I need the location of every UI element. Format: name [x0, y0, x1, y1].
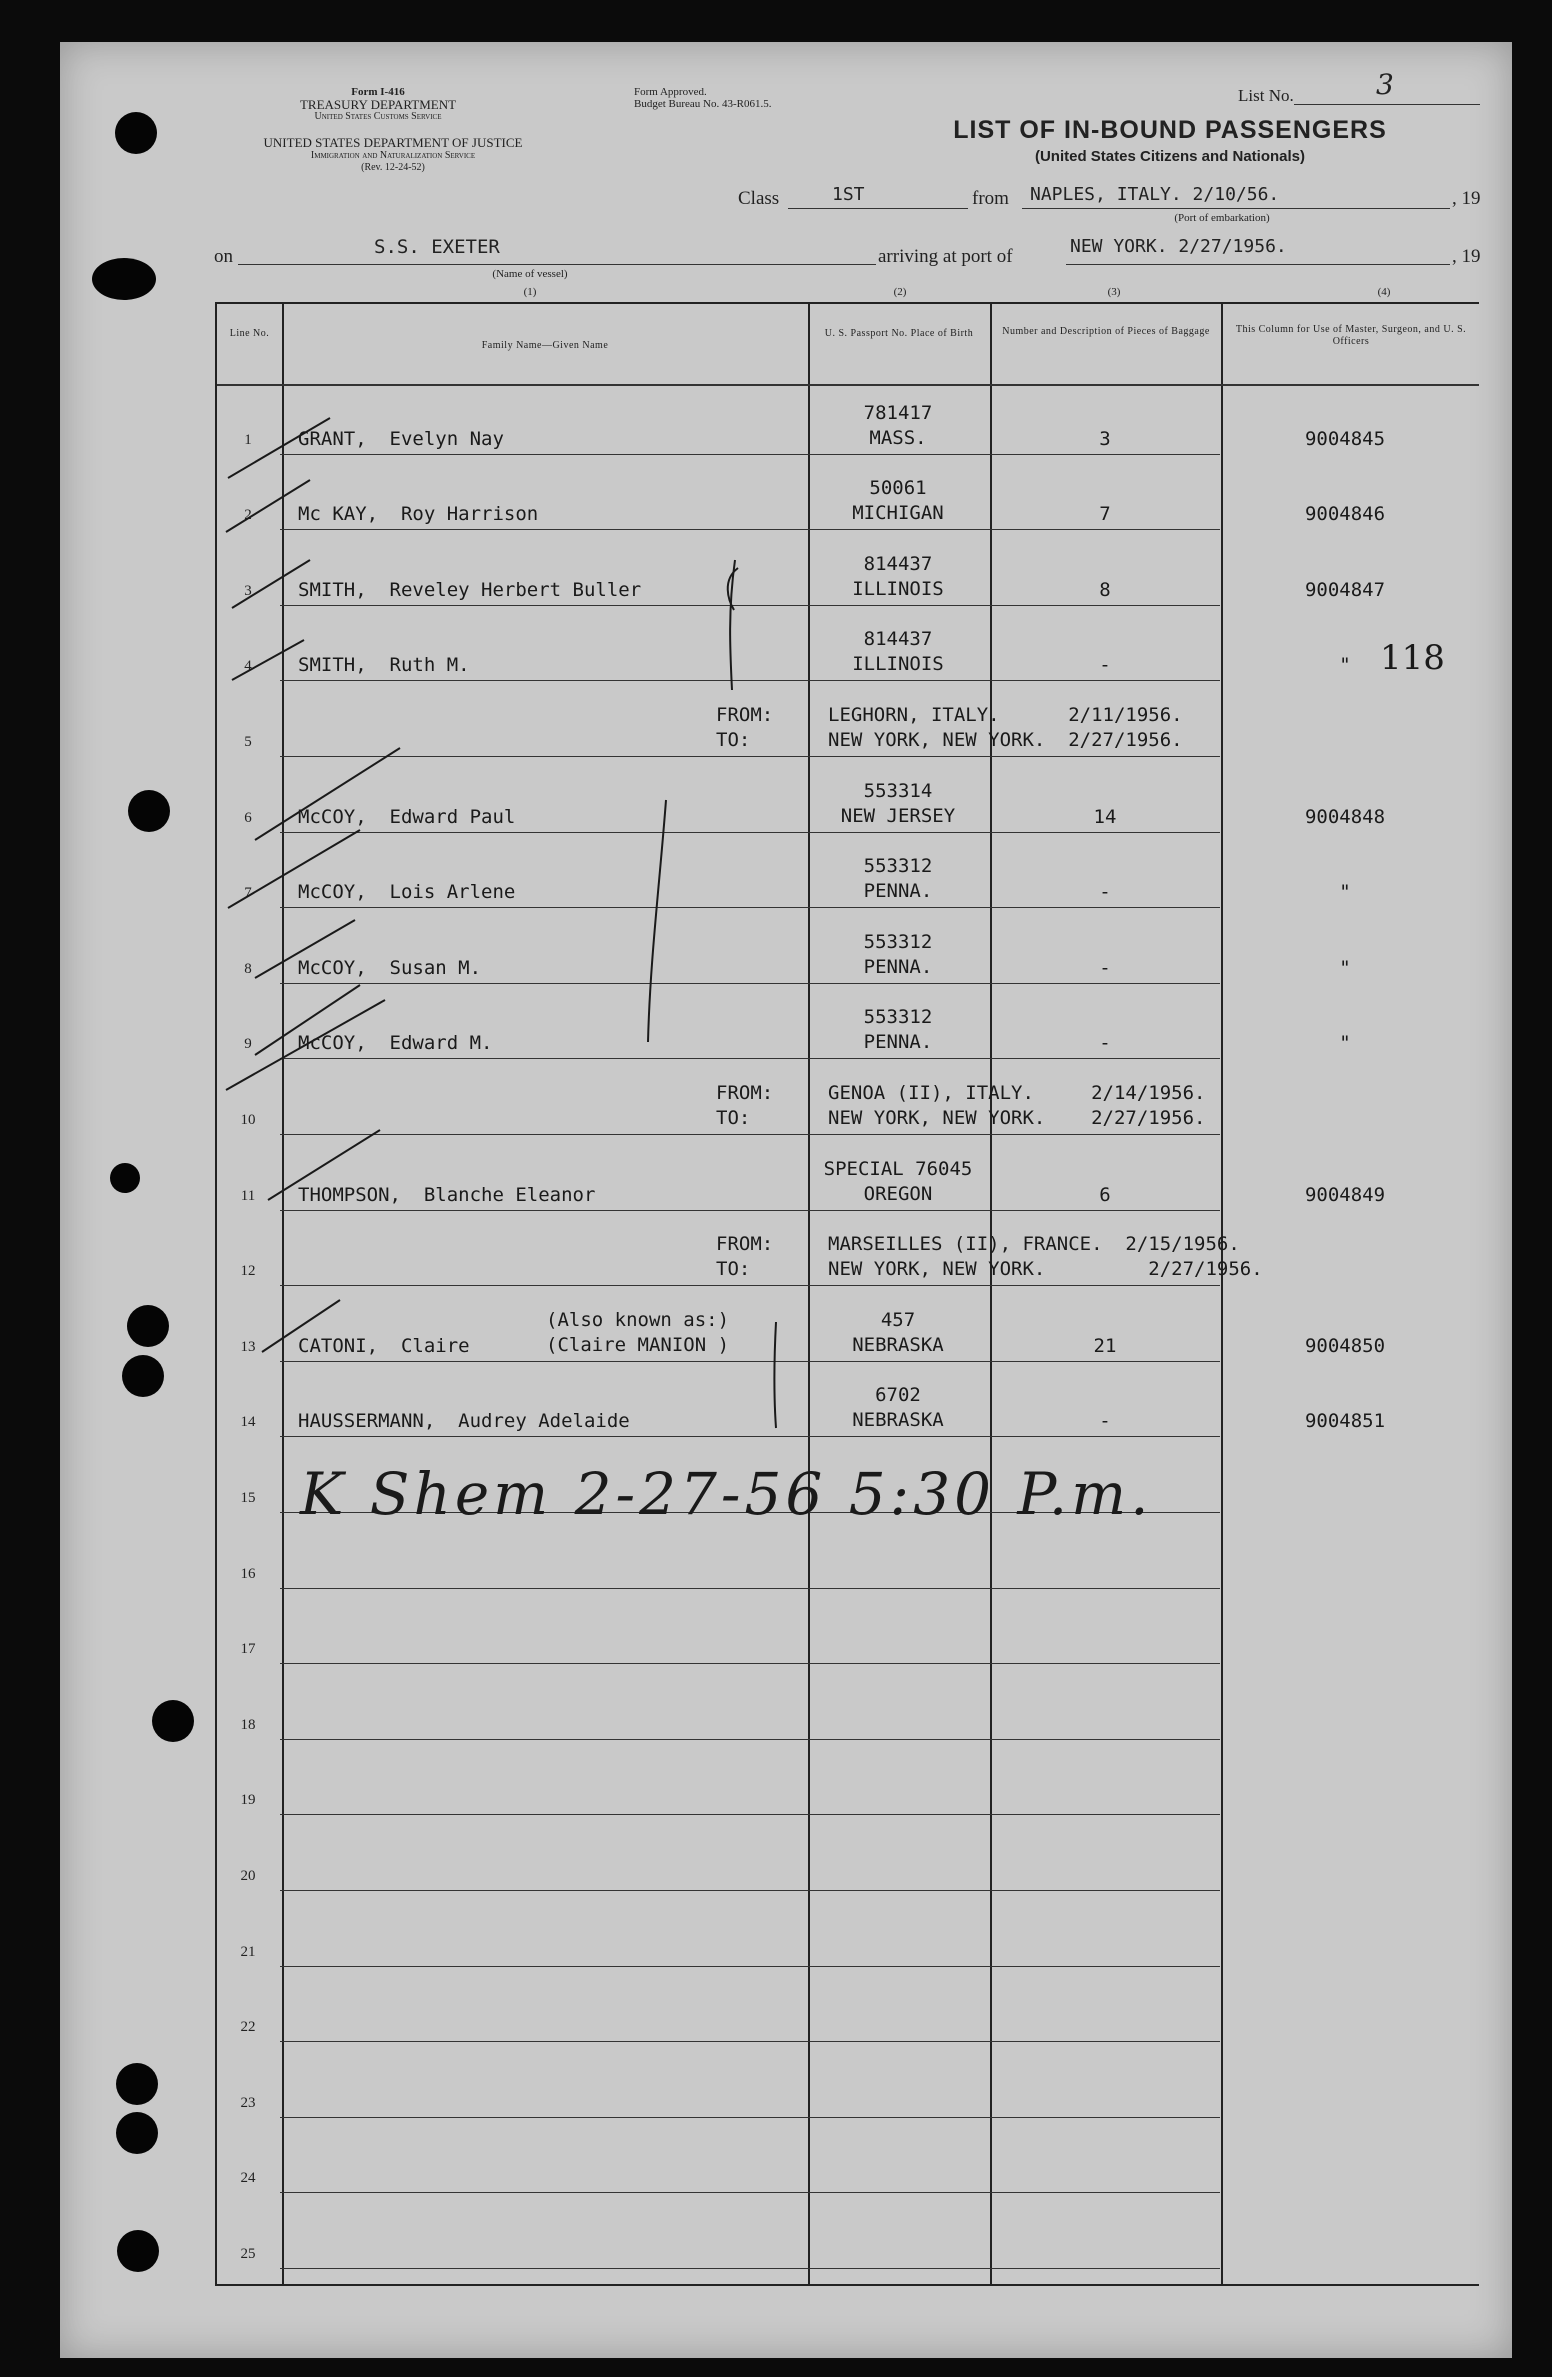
route-to-label: TO: [716, 1107, 751, 1129]
place-of-birth: MICHIGAN [852, 502, 944, 525]
budget-bureau: Budget Bureau No. 43-R061.5. [634, 98, 772, 110]
line-number: 21 [240, 1943, 256, 1960]
route-to-label: TO: [716, 1258, 751, 1281]
line-number: 12 [240, 1263, 256, 1280]
officer-entry: " [1339, 654, 1351, 677]
passport-number: 553312 [863, 930, 933, 953]
line-number: 6 [244, 809, 252, 826]
passenger-name: CATONI, Claire [298, 1334, 470, 1357]
route-from-value: MARSEILLES (II), FRANCE. 2/15/1956. [828, 1233, 1240, 1256]
arriving-label: arriving at port of [878, 246, 1013, 267]
baggage-count: 8 [1099, 578, 1111, 601]
line-number: 3 [244, 582, 252, 599]
baggage-count: - [1099, 654, 1111, 677]
from-label: from [972, 188, 1009, 209]
line-number: 17 [240, 1641, 256, 1658]
form-revision: (Rev. 12-24-52) [361, 162, 425, 173]
vessel-name: S.S. EXETER [374, 236, 500, 258]
arrival-port-value: NEW YORK. 2/27/1956. [1070, 236, 1287, 257]
column-header-passport: U. S. Passport No. Place of Birth [824, 328, 974, 339]
margin-number: 118 [1380, 638, 1445, 678]
document-title: LIST OF IN-BOUND PASSENGERS [953, 116, 1387, 144]
column-number-2: (2) [893, 286, 907, 298]
baggage-count: 7 [1099, 503, 1111, 526]
on-label: on [214, 246, 233, 267]
passport-number: 6702 [875, 1384, 921, 1407]
line-number: 13 [240, 1338, 256, 1355]
place-of-birth: MASS. [869, 426, 927, 449]
route-from-label: FROM: [716, 1233, 774, 1256]
vessel-caption: (Name of vessel) [492, 268, 568, 280]
passport-number: 457 [880, 1308, 916, 1331]
passport-number: 814437 [863, 552, 933, 575]
line-number: 22 [240, 2019, 256, 2036]
baggage-count: - [1099, 1032, 1111, 1055]
list-no-label: List No. [1238, 86, 1294, 105]
officer-entry: 9004846 [1304, 503, 1386, 526]
line-number: 18 [240, 1716, 256, 1733]
passenger-name: McCOY, Edward Paul [298, 805, 516, 828]
passport-number: 814437 [863, 628, 933, 651]
route-from-label: FROM: [716, 1082, 774, 1104]
officer-entry: 9004850 [1304, 1334, 1386, 1357]
route-from-label: FROM: [716, 704, 774, 726]
baggage-count: - [1099, 1410, 1111, 1433]
officer-entry: 9004849 [1304, 1183, 1386, 1206]
officer-entry: " [1339, 1032, 1351, 1055]
line-number: 14 [240, 1414, 256, 1431]
form-number: Form I-416 [351, 86, 405, 98]
column-header-officers: This Column for Use of Master, Surgeon, and U. S. Officers [1235, 324, 1467, 347]
line-number: 23 [240, 2094, 256, 2111]
port-of-embarkation-caption: (Port of embarkation) [1174, 212, 1270, 224]
place-of-birth: PENNA. [863, 955, 933, 978]
route-to-value: NEW YORK, NEW YORK. 2/27/1956. [828, 1258, 1263, 1281]
column-number-4: (4) [1377, 286, 1391, 298]
passenger-name: McCOY, Lois Arlene [298, 881, 516, 904]
line-number: 24 [240, 2170, 256, 2187]
immigration-service: Immigration and Naturalization Service [310, 150, 476, 161]
line-number: 8 [244, 960, 252, 977]
passport-number: 50061 [869, 477, 927, 500]
handwritten-signature: K Shem 2-27-56 5:30 P.m. [300, 1460, 1153, 1528]
treasury-department: TREASURY DEPARTMENT [299, 97, 457, 112]
line-number: 4 [244, 658, 252, 675]
line-number: 11 [240, 1187, 256, 1204]
route-to-value: NEW YORK, NEW YORK. 2/27/1956. [828, 1107, 1206, 1129]
route-to-label: TO: [716, 729, 751, 751]
passport-number: 553314 [863, 779, 933, 802]
passport-number: SPECIAL 76045 [823, 1157, 973, 1180]
passport-number: 553312 [863, 855, 933, 878]
list-no-value: 3 [1376, 68, 1394, 101]
place-of-birth: NEBRASKA [852, 1333, 944, 1356]
alias-name: (Claire MANION ) [546, 1333, 730, 1356]
column-header-baggage: Number and Description of Pieces of Baggage [1002, 326, 1210, 337]
place-of-birth: PENNA. [863, 880, 933, 903]
line-number: 5 [244, 734, 252, 750]
column-header-line-no: Line No. [229, 328, 270, 339]
baggage-count: 6 [1099, 1183, 1111, 1206]
justice-department: UNITED STATES DEPARTMENT OF JUSTICE [263, 135, 523, 150]
line-number: 15 [240, 1490, 256, 1506]
form-approved: Form Approved. [634, 86, 707, 98]
baggage-count: 21 [1093, 1334, 1117, 1357]
class-label: Class [738, 188, 780, 209]
officer-entry: 9004851 [1304, 1410, 1386, 1433]
class-value: 1ST [832, 184, 865, 205]
alias-label: (Also known as:) [546, 1308, 730, 1331]
passenger-name: GRANT, Evelyn Nay [298, 427, 504, 450]
officer-entry: 9004848 [1304, 805, 1386, 828]
passenger-name: SMITH, Reveley Herbert Buller [298, 578, 642, 601]
passenger-name: McCOY, Susan M. [298, 956, 482, 979]
place-of-birth: NEBRASKA [852, 1409, 944, 1432]
place-of-birth: NEW JERSEY [840, 804, 956, 827]
line-number: 10 [240, 1112, 256, 1128]
baggage-count: - [1099, 881, 1111, 904]
passenger-name: THOMPSON, Blanche Eleanor [298, 1183, 596, 1206]
passport-number: 781417 [863, 401, 933, 424]
route-from-value: LEGHORN, ITALY. 2/11/1956. [828, 704, 1183, 726]
customs-service: United States Customs Service [314, 111, 442, 122]
document-subtitle: (United States Citizens and Nationals) [1034, 148, 1306, 165]
line-number: 2 [244, 507, 252, 524]
passenger-name: HAUSSERMANN, Audrey Adelaide [298, 1410, 630, 1433]
passport-number: 553312 [863, 1006, 933, 1029]
column-number-3: (3) [1107, 286, 1121, 298]
from-port-value: NAPLES, ITALY. 2/10/56. [1030, 184, 1280, 205]
line-number: 7 [244, 885, 252, 902]
line-number: 19 [240, 1792, 256, 1809]
place-of-birth: OREGON [863, 1182, 933, 1205]
passenger-name: Mc KAY, Roy Harrison [298, 503, 539, 526]
baggage-count: 14 [1093, 805, 1117, 828]
passenger-name: McCOY, Edward M. [298, 1032, 493, 1055]
officer-entry: 9004845 [1304, 427, 1386, 450]
baggage-count: - [1099, 956, 1111, 979]
place-of-birth: ILLINOIS [852, 653, 944, 676]
line-number: 16 [240, 1565, 256, 1582]
place-of-birth: PENNA. [863, 1031, 933, 1054]
route-from-value: GENOA (II), ITALY. 2/14/1956. [828, 1082, 1206, 1104]
route-to-value: NEW YORK, NEW YORK. 2/27/1956. [828, 729, 1183, 751]
officer-entry: 9004847 [1304, 578, 1386, 601]
baggage-count: 3 [1099, 427, 1111, 450]
year-suffix: , 19 [1452, 188, 1481, 209]
line-number: 20 [240, 1868, 256, 1884]
line-number: 25 [240, 2246, 256, 2262]
year-suffix: , 19 [1452, 246, 1481, 267]
place-of-birth: ILLINOIS [852, 577, 944, 600]
passenger-name: SMITH, Ruth M. [298, 654, 470, 677]
line-number: 1 [244, 431, 252, 448]
line-number: 9 [244, 1036, 252, 1053]
officer-entry: " [1339, 881, 1351, 904]
officer-entry: " [1339, 956, 1351, 979]
column-number-1: (1) [523, 286, 537, 298]
column-header-name: Family Name—Given Name [481, 340, 609, 351]
